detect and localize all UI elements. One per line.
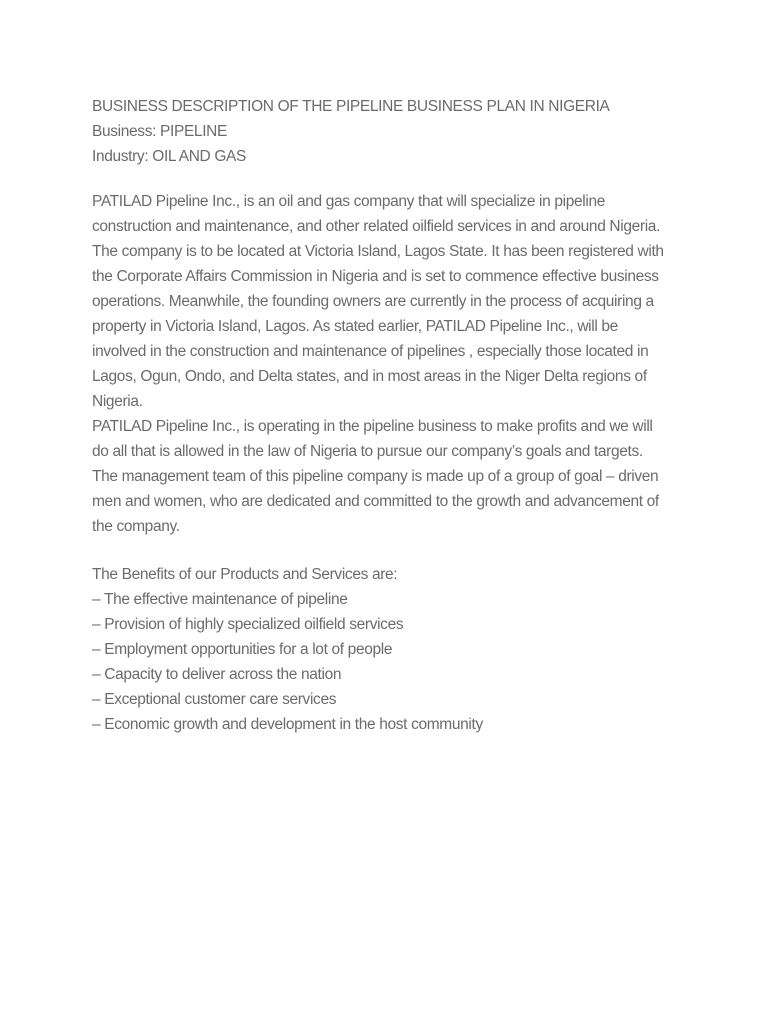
description-line: operations. Meanwhile, the founding owners are currently in the process of acquiring a — [92, 293, 654, 310]
description-line: do all that is allowed in the law of Nigeria to pursue our company’s goals and targets. — [92, 443, 643, 460]
description-line: The company is to be located at Victoria Island, Lagos State. It has been registered with — [92, 243, 664, 260]
description-line: Nigeria. — [92, 393, 143, 410]
description-line: PATILAD Pipeline Inc., is operating in the pipeline business to make profits and we will — [92, 418, 653, 435]
benefit-item: – Employment opportunities for a lot of people — [92, 641, 393, 658]
benefits-section — [92, 562, 692, 737]
document-title: BUSINESS DESCRIPTION OF THE PIPELINE BUSINESS PLAN IN NIGERIA — [92, 98, 610, 115]
description-line: property in Victoria Island, Lagos. As stated earlier, PATILAD Pipeline Inc., will be — [92, 318, 618, 335]
benefits-heading: The Benefits of our Products and Services are: — [92, 566, 398, 583]
description-line: men and women, who are dedicated and committed to the growth and advancement of — [92, 493, 659, 510]
description-line: Lagos, Ogun, Ondo, and Delta states, and in most areas in the Niger Delta regions of — [92, 368, 647, 385]
benefit-item: – Economic growth and development in the host community — [92, 716, 483, 733]
business-label: Business: PIPELINE — [92, 123, 227, 140]
document-header — [92, 94, 692, 169]
description-line: the Corporate Affairs Commission in Nigeria and is set to commence effective business — [92, 268, 659, 285]
industry-label: Industry: OIL AND GAS — [92, 148, 247, 165]
description-line: the company. — [92, 518, 180, 535]
benefit-item: – Exceptional customer care services — [92, 691, 337, 708]
benefit-item: – Capacity to deliver across the nation — [92, 666, 342, 683]
business-description — [92, 189, 692, 539]
description-line: involved in the construction and maintenance of pipelines , especially those located in — [92, 343, 649, 360]
description-line: construction and maintenance, and other related oilfield services in and around Nigeria. — [92, 218, 661, 235]
benefit-item: – The effective maintenance of pipeline — [92, 591, 348, 608]
benefit-item: – Provision of highly specialized oilfield services — [92, 616, 404, 633]
description-line: PATILAD Pipeline Inc., is an oil and gas company that will specialize in pipeline — [92, 193, 606, 210]
description-line: The management team of this pipeline company is made up of a group of goal – driven — [92, 468, 659, 485]
